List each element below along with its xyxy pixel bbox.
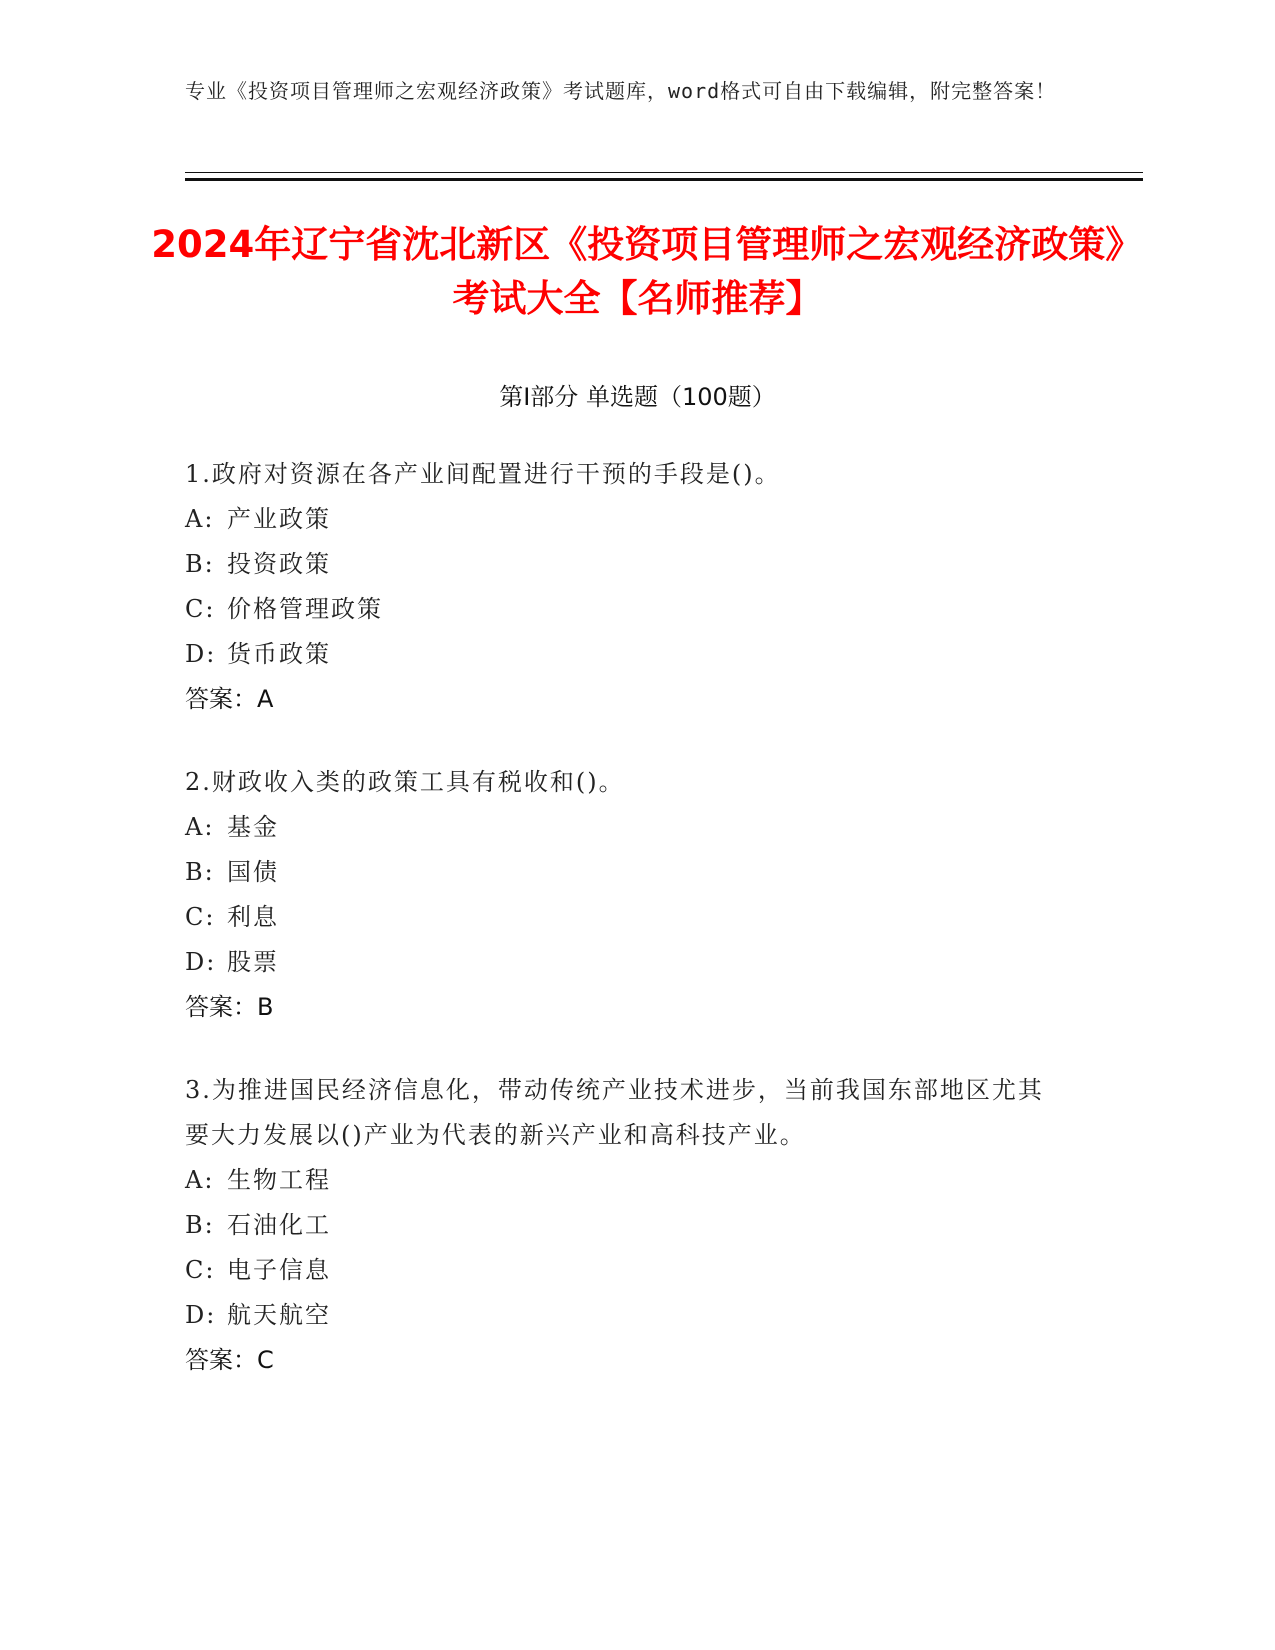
option-c (185, 1248, 1045, 1293)
option-d (185, 632, 1065, 677)
option-key: A: (185, 1166, 215, 1194)
question-stem: 2.财政收入类的政策工具有税收和()。 (185, 768, 625, 796)
option-c (185, 895, 1065, 940)
option-b (185, 1203, 1045, 1248)
option-a (185, 497, 1065, 542)
answer-line: 答案：C (185, 1346, 274, 1374)
option-text: 股票 (227, 948, 279, 976)
question-2 (185, 760, 1065, 1030)
option-text: 产业政策 (227, 505, 331, 533)
answer-line: 答案：A (185, 685, 274, 713)
option-text: 基金 (227, 813, 279, 841)
option-key: B: (185, 550, 215, 578)
header-divider-thick (185, 178, 1143, 181)
option-key: D: (185, 948, 217, 976)
option-d (185, 940, 1065, 985)
option-text: 利息 (227, 903, 279, 931)
question-stem: 1.政府对资源在各产业间配置进行干预的手段是()。 (185, 460, 781, 488)
option-a (185, 1158, 1045, 1203)
option-key: A: (185, 813, 215, 841)
option-key: B: (185, 1211, 215, 1239)
option-text: 生物工程 (227, 1166, 331, 1194)
header-note: 专业《投资项目管理师之宏观经济政策》考试题库，word格式可自由下载编辑，附完整答案！ (185, 79, 1057, 103)
question-stem: 3.为推进国民经济信息化，带动传统产业技术进步，当前我国东部地区尤其要大力发展以()产业为代表的新兴产业和高科技产业。 (185, 1076, 1044, 1149)
option-b (185, 542, 1065, 587)
section-heading: 第Ⅰ部分 单选题（100题） (499, 383, 776, 411)
question-3 (185, 1068, 1045, 1383)
option-text: 货币政策 (227, 640, 331, 668)
option-c (185, 587, 1065, 632)
option-text: 航天航空 (227, 1301, 331, 1329)
option-key: C: (185, 1256, 216, 1284)
option-key: D: (185, 640, 217, 668)
option-text: 电子信息 (227, 1256, 331, 1284)
option-b (185, 850, 1065, 895)
option-text: 国债 (227, 858, 279, 886)
option-d (185, 1293, 1045, 1338)
option-key: B: (185, 858, 215, 886)
option-text: 投资政策 (227, 550, 331, 578)
header-divider-thin (185, 172, 1143, 173)
option-text: 价格管理政策 (227, 595, 383, 623)
question-1 (185, 452, 1065, 722)
option-key: D: (185, 1301, 217, 1329)
document-title: 2024年辽宁省沈北新区《投资项目管理师之宏观经济政策》考试大全【名师推荐】 (151, 223, 1124, 320)
option-a (185, 805, 1065, 850)
option-key: C: (185, 903, 216, 931)
option-key: C: (185, 595, 216, 623)
answer-line: 答案：B (185, 993, 274, 1021)
option-text: 石油化工 (227, 1211, 331, 1239)
option-key: A: (185, 505, 215, 533)
